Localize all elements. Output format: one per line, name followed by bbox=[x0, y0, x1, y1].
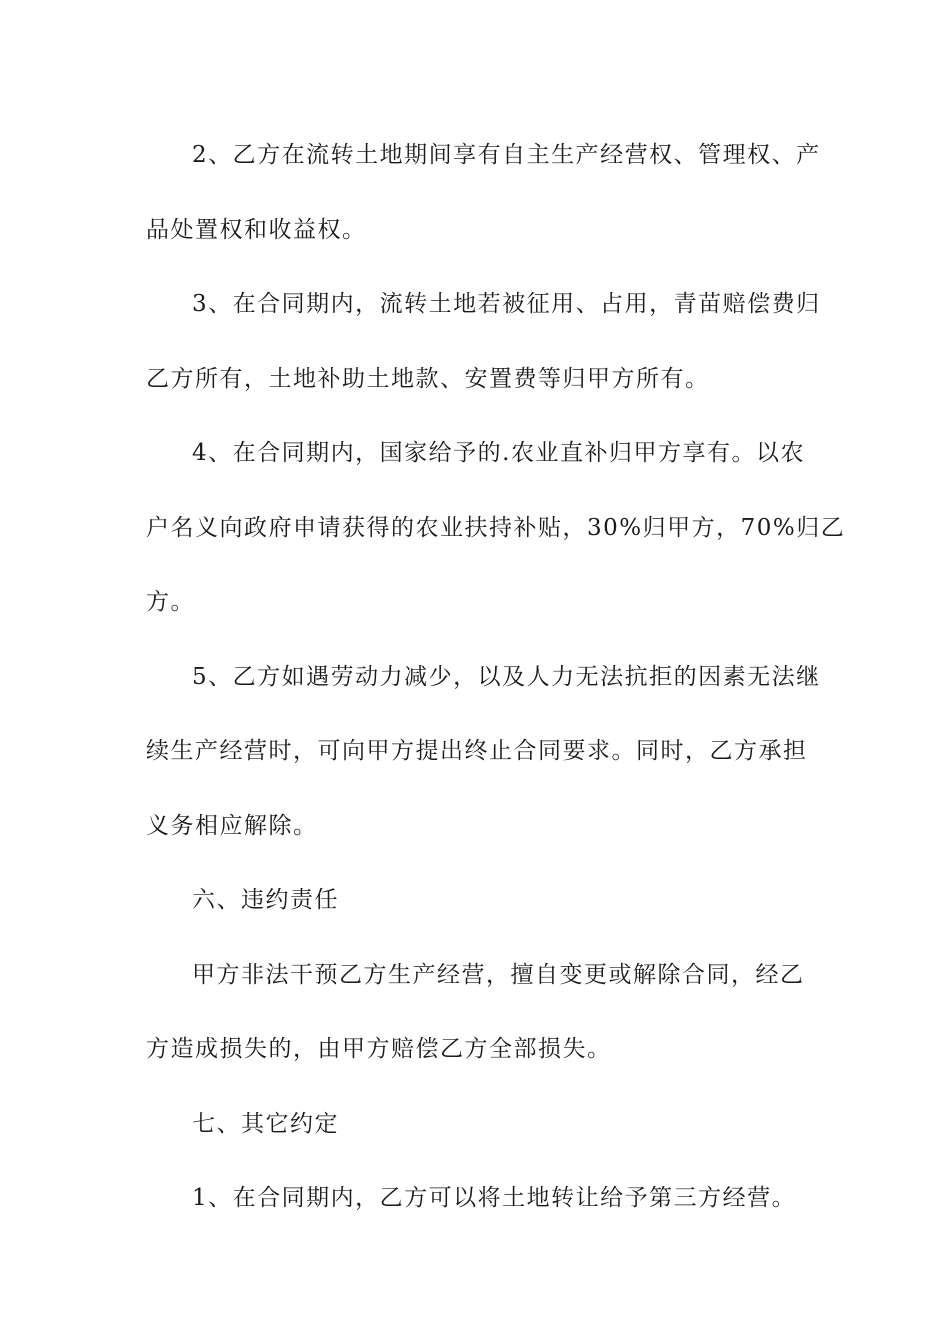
section-6-heading-text: 六、违约责任 bbox=[192, 887, 339, 913]
document-body bbox=[146, 118, 846, 1236]
clause-4-line-3: 方。 bbox=[146, 589, 195, 615]
clause-5-line-1: 5、乙方如遇劳动力减少，以及人力无法抗拒的因素无法继 bbox=[192, 663, 821, 690]
clause-3 bbox=[146, 267, 821, 416]
clause-4-line-1: 4、在合同期内，国家给予的.农业直补归甲方享有。以农 bbox=[192, 440, 805, 466]
clause-4 bbox=[146, 416, 846, 640]
section-6-body-line-1: 甲方非法干预乙方生产经营，擅自变更或解除合同，经乙 bbox=[192, 961, 805, 988]
clause-5-line-3: 义务相应解除。 bbox=[146, 812, 318, 839]
clause-3-line-2: 乙方所有，土地补助土地款、安置费等归甲方所有。 bbox=[146, 365, 710, 392]
section-7-heading-text: 七、其它约定 bbox=[192, 1110, 339, 1137]
clause-5 bbox=[146, 640, 821, 864]
section-7-heading bbox=[146, 1087, 806, 1162]
clause-4-line-2: 户名义向政府申请获得的农业扶持补贴，30%归甲方，70%归乙 bbox=[146, 514, 846, 541]
clause-2 bbox=[146, 118, 821, 267]
clause-2-line-1: 2、乙方在流转土地期间享有自主生产经营权、管理权、产 bbox=[192, 142, 821, 168]
section-6-body-line-2: 方造成损失的，由甲方赔偿乙方全部损失。 bbox=[146, 1036, 612, 1062]
clause-3-line-1: 3、在合同期内，流转土地若被征用、占用，青苗赔偿费归 bbox=[192, 291, 821, 317]
section-7-clause-1 bbox=[146, 1161, 806, 1236]
section-7-clause-1-line-1: 1、在合同期内，乙方可以将土地转让给予第三方经营。 bbox=[192, 1185, 797, 1211]
section-6-body bbox=[146, 938, 806, 1087]
clause-5-line-2: 续生产经营时，可向甲方提出终止合同要求。同时，乙方承担 bbox=[146, 738, 808, 764]
section-6-heading bbox=[146, 863, 806, 938]
clause-2-line-2: 品处置权和收益权。 bbox=[146, 216, 367, 243]
